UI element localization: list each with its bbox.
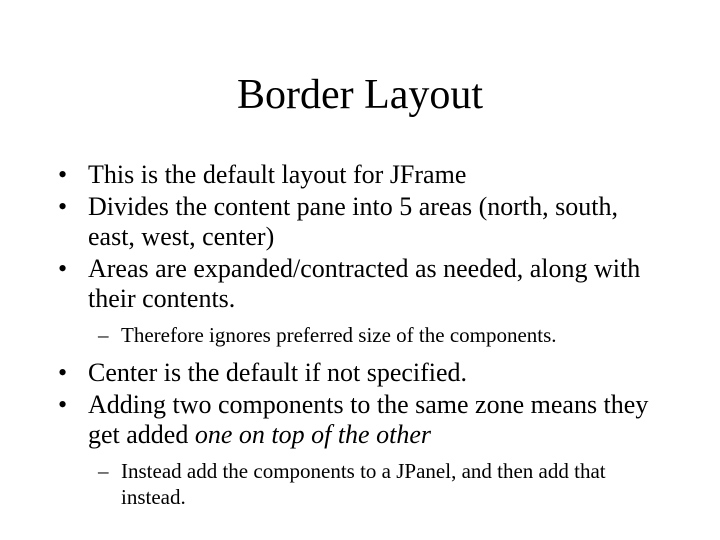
bullet-marker: • [58,358,68,387]
bullet-marker: • [58,254,68,283]
bullet-list [58,160,658,520]
list-item-text: This is the default layout for JFrame [88,160,467,189]
slide-title: Border Layout [236,72,484,118]
emphasis-text: one on top of the other [194,420,431,449]
sub-list-item-text: Instead add the components to a JPanel, and then add that instead. [121,459,606,509]
list-item-text-plain: Adding two components to the same zone means they get added [88,390,649,449]
sub-list-item [98,458,658,510]
list-item-text: Areas are expanded/contracted as needed, along with their contents. [88,254,641,313]
list-item [58,192,658,252]
bullet-marker: • [58,390,68,419]
list-item-text: Center is the default if not specified. [88,358,468,387]
sub-list-item-text: Therefore ignores preferred size of the components. [121,323,557,347]
bullet-marker: • [58,192,68,221]
sub-list-item [98,322,658,348]
list-item [58,254,658,314]
list-item-text: Divides the content pane into 5 areas (north, south, east, west, center) [88,192,618,251]
list-item-text [88,390,648,449]
list-item [58,160,658,190]
dash-marker: – [98,323,109,347]
list-item [58,390,658,450]
dash-marker: – [98,459,109,483]
list-item [58,358,658,388]
bullet-marker: • [58,160,68,189]
